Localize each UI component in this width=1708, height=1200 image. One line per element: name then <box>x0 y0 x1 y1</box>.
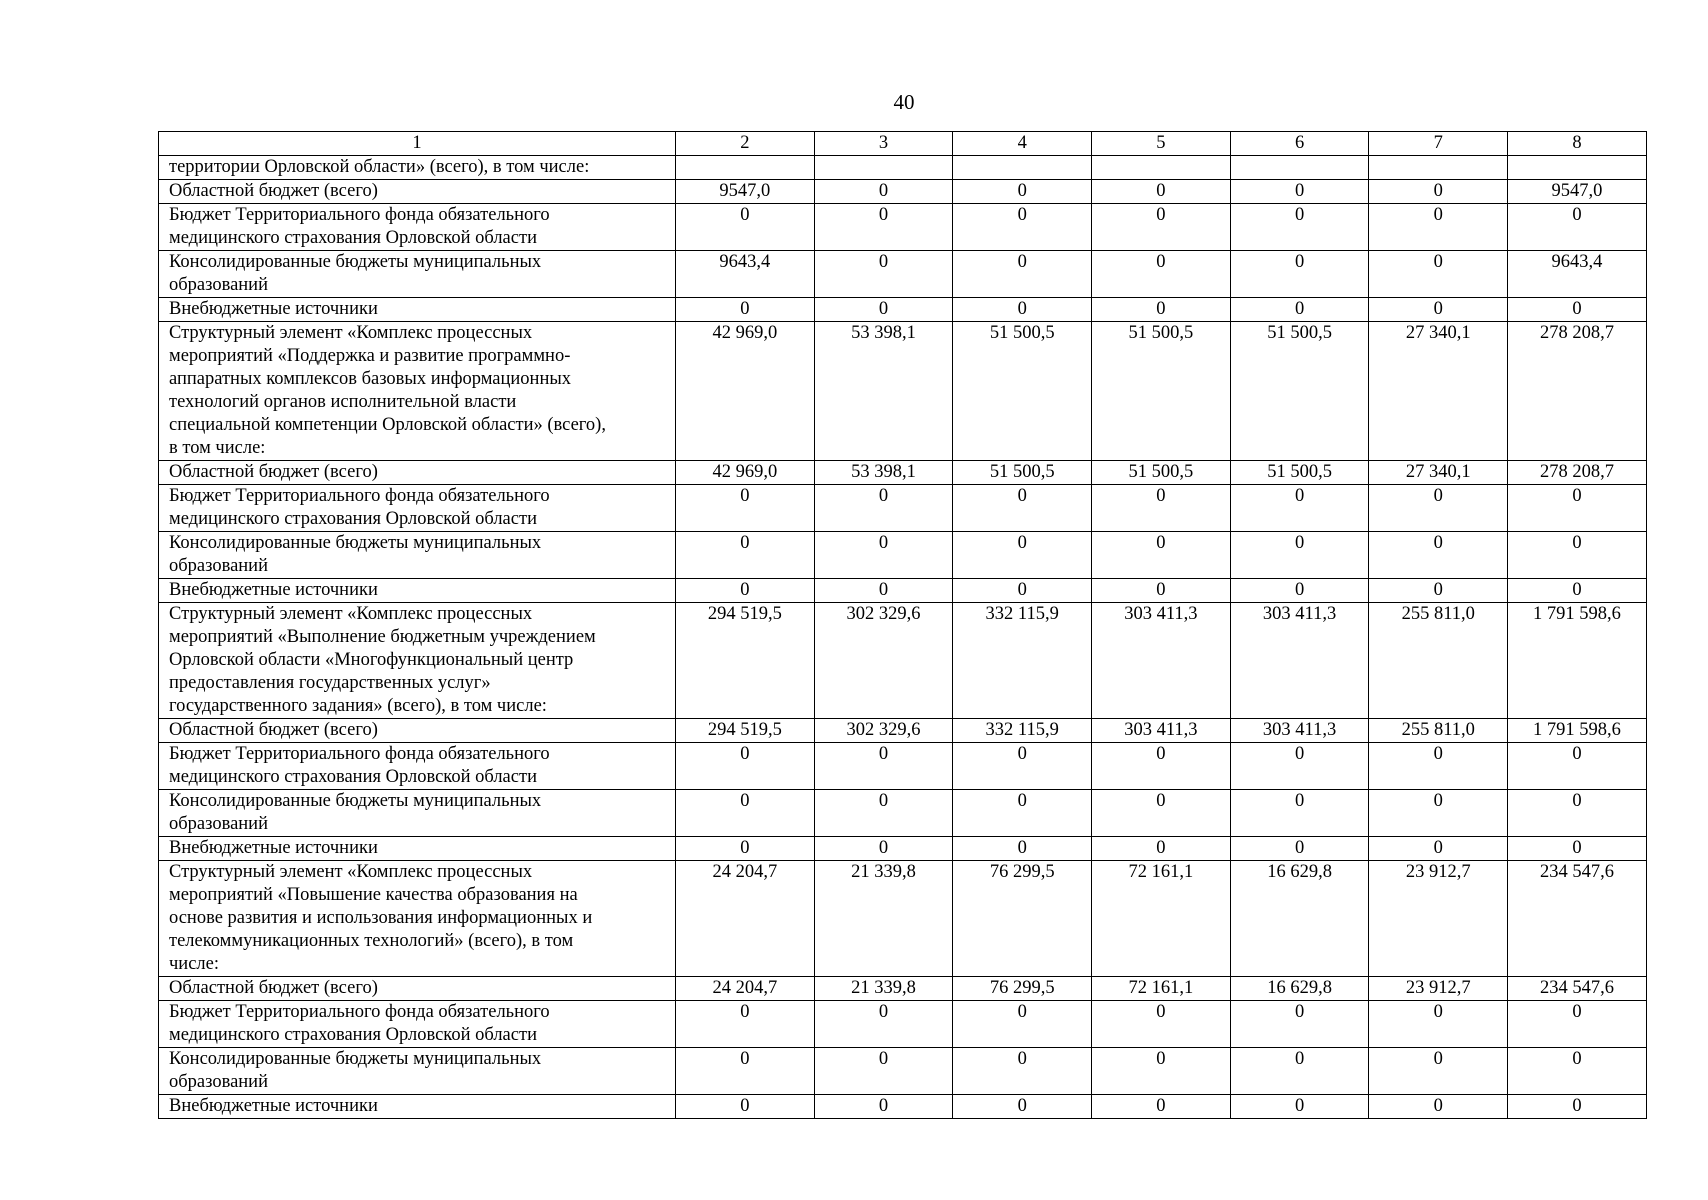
cell-value: 0 <box>1369 1095 1508 1119</box>
cell-value <box>1369 156 1508 180</box>
table-row <box>159 861 1647 977</box>
cell-value: 0 <box>1230 204 1369 251</box>
cell-value: 0 <box>676 1048 815 1095</box>
cell-value: 332 115,9 <box>953 719 1092 743</box>
cell-value: 0 <box>1092 204 1231 251</box>
table-row <box>159 298 1647 322</box>
row-label <box>159 1001 676 1048</box>
row-label-line: Бюджет Территориального фонда обязательного <box>169 1002 550 1022</box>
column-header: 3 <box>814 132 953 156</box>
cell-value: 0 <box>676 743 815 790</box>
cell-value: 0 <box>676 532 815 579</box>
table-row <box>159 790 1647 837</box>
cell-value: 0 <box>1230 180 1369 204</box>
cell-value: 0 <box>1230 790 1369 837</box>
cell-value <box>1092 156 1231 180</box>
cell-value: 21 339,8 <box>814 861 953 977</box>
cell-value: 0 <box>676 204 815 251</box>
cell-value: 0 <box>953 743 1092 790</box>
cell-value: 0 <box>1508 1095 1647 1119</box>
cell-value: 0 <box>1230 1095 1369 1119</box>
cell-value: 0 <box>953 579 1092 603</box>
cell-value: 0 <box>1508 743 1647 790</box>
cell-value: 51 500,5 <box>1092 461 1231 485</box>
column-header: 8 <box>1508 132 1647 156</box>
cell-value: 0 <box>1369 532 1508 579</box>
cell-value: 0 <box>953 837 1092 861</box>
cell-value: 0 <box>1508 485 1647 532</box>
row-label <box>159 156 676 180</box>
row-label-line: аппаратных комплексов базовых информационных <box>169 369 572 389</box>
cell-value: 16 629,8 <box>1230 977 1369 1001</box>
row-label-line: медицинского страхования Орловской области <box>169 767 537 787</box>
cell-value: 21 339,8 <box>814 977 953 1001</box>
row-label-line: образований <box>169 275 268 295</box>
cell-value: 0 <box>953 180 1092 204</box>
cell-value: 27 340,1 <box>1369 322 1508 461</box>
cell-value: 0 <box>1508 790 1647 837</box>
cell-value: 76 299,5 <box>953 861 1092 977</box>
cell-value: 0 <box>814 1001 953 1048</box>
cell-value <box>814 156 953 180</box>
cell-value: 0 <box>1092 1048 1231 1095</box>
cell-value: 51 500,5 <box>953 322 1092 461</box>
cell-value: 0 <box>1092 180 1231 204</box>
cell-value: 0 <box>1230 743 1369 790</box>
cell-value: 234 547,6 <box>1508 977 1647 1001</box>
row-label-line: числе: <box>169 954 219 974</box>
cell-value: 0 <box>814 204 953 251</box>
row-label-line: Орловской области «Многофункциональный центр <box>169 650 574 670</box>
row-label-line: медицинского страхования Орловской области <box>169 228 537 248</box>
cell-value: 255 811,0 <box>1369 719 1508 743</box>
table-row <box>159 204 1647 251</box>
cell-value: 0 <box>1369 251 1508 298</box>
cell-value: 0 <box>1230 1048 1369 1095</box>
row-label-line: Консолидированные бюджеты муниципальных <box>169 533 542 553</box>
row-label <box>159 861 676 977</box>
row-label-line: мероприятий «Выполнение бюджетным учреждением <box>169 627 596 647</box>
row-label-line: телекоммуникационных технологий» (всего), в том <box>169 931 574 951</box>
cell-value: 0 <box>953 790 1092 837</box>
row-label-line: Областной бюджет (всего) <box>169 978 378 998</box>
row-label-line: Консолидированные бюджеты муниципальных <box>169 791 542 811</box>
row-label-line: Консолидированные бюджеты муниципальных <box>169 1049 542 1069</box>
header-row <box>159 132 1647 156</box>
table-row <box>159 1001 1647 1048</box>
cell-value: 0 <box>953 298 1092 322</box>
cell-value: 0 <box>1508 298 1647 322</box>
cell-value: 0 <box>1508 1048 1647 1095</box>
cell-value: 0 <box>1369 298 1508 322</box>
row-label-line: Бюджет Территориального фонда обязательного <box>169 205 550 225</box>
cell-value: 0 <box>814 251 953 298</box>
cell-value: 0 <box>1230 532 1369 579</box>
cell-value: 0 <box>814 579 953 603</box>
cell-value: 0 <box>1369 204 1508 251</box>
cell-value: 24 204,7 <box>676 977 815 1001</box>
cell-value: 0 <box>953 1095 1092 1119</box>
table-row <box>159 322 1647 461</box>
row-label <box>159 1048 676 1095</box>
cell-value: 51 500,5 <box>953 461 1092 485</box>
column-header: 5 <box>1092 132 1231 156</box>
row-label <box>159 579 676 603</box>
cell-value: 0 <box>814 532 953 579</box>
row-label <box>159 1095 676 1119</box>
cell-value: 0 <box>1092 485 1231 532</box>
row-label <box>159 322 676 461</box>
cell-value: 0 <box>1369 743 1508 790</box>
row-label <box>159 204 676 251</box>
row-label-line: территории Орловской области» (всего), в том числе: <box>169 157 590 177</box>
table-row <box>159 579 1647 603</box>
cell-value: 303 411,3 <box>1230 603 1369 719</box>
cell-value: 0 <box>1092 298 1231 322</box>
cell-value: 16 629,8 <box>1230 861 1369 977</box>
cell-value: 72 161,1 <box>1092 977 1231 1001</box>
row-label-line: мероприятий «Повышение качества образования на <box>169 885 578 905</box>
cell-value: 0 <box>1092 251 1231 298</box>
cell-value: 0 <box>814 743 953 790</box>
cell-value: 0 <box>814 298 953 322</box>
cell-value: 0 <box>1230 251 1369 298</box>
row-label-line: предоставления государственных услуг» <box>169 673 491 693</box>
row-label-line: Бюджет Территориального фонда обязательного <box>169 486 550 506</box>
table-row <box>159 156 1647 180</box>
cell-value: 0 <box>1508 532 1647 579</box>
row-label <box>159 485 676 532</box>
cell-value: 0 <box>1092 1001 1231 1048</box>
cell-value: 303 411,3 <box>1092 719 1231 743</box>
cell-value: 0 <box>1508 1001 1647 1048</box>
row-label-line: Структурный элемент «Комплекс процессных <box>169 862 533 882</box>
cell-value: 1 791 598,6 <box>1508 603 1647 719</box>
cell-value: 0 <box>1369 790 1508 837</box>
cell-value: 42 969,0 <box>676 461 815 485</box>
cell-value <box>953 156 1092 180</box>
cell-value: 302 329,6 <box>814 719 953 743</box>
cell-value: 0 <box>1092 837 1231 861</box>
row-label-line: образований <box>169 556 268 576</box>
row-label-line: в том числе: <box>169 438 266 458</box>
row-label-line: мероприятий «Поддержка и развитие программно- <box>169 346 571 366</box>
row-label <box>159 298 676 322</box>
cell-value: 0 <box>953 1048 1092 1095</box>
cell-value: 303 411,3 <box>1230 719 1369 743</box>
cell-value: 0 <box>676 485 815 532</box>
row-label <box>159 790 676 837</box>
page-number: 40 <box>893 90 915 114</box>
cell-value: 302 329,6 <box>814 603 953 719</box>
cell-value: 0 <box>1230 1001 1369 1048</box>
cell-value: 0 <box>814 790 953 837</box>
table-row <box>159 603 1647 719</box>
cell-value: 51 500,5 <box>1230 461 1369 485</box>
table-row <box>159 719 1647 743</box>
cell-value: 53 398,1 <box>814 461 953 485</box>
cell-value: 0 <box>814 180 953 204</box>
row-label <box>159 837 676 861</box>
table-row <box>159 485 1647 532</box>
cell-value: 0 <box>814 1048 953 1095</box>
cell-value: 72 161,1 <box>1092 861 1231 977</box>
cell-value: 0 <box>1092 1095 1231 1119</box>
table-body <box>159 132 1647 1119</box>
row-label <box>159 180 676 204</box>
cell-value: 0 <box>814 485 953 532</box>
row-label-line: Консолидированные бюджеты муниципальных <box>169 252 542 272</box>
cell-value: 0 <box>1092 790 1231 837</box>
cell-value: 0 <box>1369 837 1508 861</box>
cell-value: 0 <box>814 837 953 861</box>
cell-value: 0 <box>1092 743 1231 790</box>
column-header: 6 <box>1230 132 1369 156</box>
table-row <box>159 180 1647 204</box>
table-row <box>159 1048 1647 1095</box>
row-label <box>159 977 676 1001</box>
cell-value: 0 <box>1369 1048 1508 1095</box>
cell-value: 0 <box>953 532 1092 579</box>
table-row <box>159 532 1647 579</box>
column-header: 2 <box>676 132 815 156</box>
row-label-line: государственного задания» (всего), в том числе: <box>169 696 547 716</box>
cell-value: 303 411,3 <box>1092 603 1231 719</box>
row-label-line: Структурный элемент «Комплекс процессных <box>169 323 533 343</box>
row-label <box>159 461 676 485</box>
row-label-line: Областной бюджет (всего) <box>169 462 378 482</box>
row-label-line: медицинского страхования Орловской области <box>169 509 537 529</box>
table-row <box>159 837 1647 861</box>
column-header: 1 <box>159 132 676 156</box>
cell-value: 27 340,1 <box>1369 461 1508 485</box>
cell-value: 0 <box>1230 579 1369 603</box>
cell-value: 23 912,7 <box>1369 861 1508 977</box>
table-row <box>159 1095 1647 1119</box>
cell-value: 0 <box>953 1001 1092 1048</box>
cell-value: 0 <box>1230 837 1369 861</box>
row-label-line: основе развития и использования информационных и <box>169 908 593 928</box>
row-label-line: медицинского страхования Орловской области <box>169 1025 537 1045</box>
cell-value: 53 398,1 <box>814 322 953 461</box>
cell-value: 0 <box>1508 204 1647 251</box>
cell-value: 294 519,5 <box>676 719 815 743</box>
cell-value: 0 <box>953 485 1092 532</box>
cell-value: 234 547,6 <box>1508 861 1647 977</box>
row-label <box>159 251 676 298</box>
cell-value: 0 <box>1230 298 1369 322</box>
row-label <box>159 719 676 743</box>
cell-value: 0 <box>1369 485 1508 532</box>
cell-value: 0 <box>814 1095 953 1119</box>
cell-value: 0 <box>676 790 815 837</box>
row-label-line: Структурный элемент «Комплекс процессных <box>169 604 533 624</box>
cell-value: 0 <box>1508 579 1647 603</box>
column-header: 4 <box>953 132 1092 156</box>
cell-value <box>1508 156 1647 180</box>
row-label-line: Внебюджетные источники <box>169 838 378 858</box>
row-label-line: образований <box>169 1072 268 1092</box>
cell-value: 42 969,0 <box>676 322 815 461</box>
cell-value: 0 <box>676 837 815 861</box>
column-header: 7 <box>1369 132 1508 156</box>
cell-value: 9643,4 <box>1508 251 1647 298</box>
row-label-line: образований <box>169 814 268 834</box>
cell-value: 0 <box>1230 485 1369 532</box>
cell-value: 51 500,5 <box>1230 322 1369 461</box>
row-label-line: специальной компетенции Орловской области» (всего), <box>169 415 606 435</box>
cell-value: 294 519,5 <box>676 603 815 719</box>
cell-value: 278 208,7 <box>1508 461 1647 485</box>
cell-value: 0 <box>1369 180 1508 204</box>
row-label-line: Внебюджетные источники <box>169 580 378 600</box>
cell-value: 0 <box>1369 579 1508 603</box>
cell-value: 23 912,7 <box>1369 977 1508 1001</box>
cell-value: 24 204,7 <box>676 861 815 977</box>
table-row <box>159 743 1647 790</box>
cell-value: 0 <box>953 251 1092 298</box>
cell-value: 0 <box>1092 579 1231 603</box>
cell-value <box>676 156 815 180</box>
cell-value: 1 791 598,6 <box>1508 719 1647 743</box>
cell-value: 0 <box>676 579 815 603</box>
table-row <box>159 977 1647 1001</box>
cell-value: 9547,0 <box>676 180 815 204</box>
cell-value <box>1230 156 1369 180</box>
table-row <box>159 251 1647 298</box>
row-label <box>159 743 676 790</box>
row-label-line: Внебюджетные источники <box>169 1096 378 1116</box>
cell-value: 255 811,0 <box>1369 603 1508 719</box>
cell-value: 0 <box>676 1095 815 1119</box>
cell-value: 0 <box>1092 532 1231 579</box>
table-row <box>159 461 1647 485</box>
row-label-line: Областной бюджет (всего) <box>169 181 378 201</box>
cell-value: 0 <box>676 1001 815 1048</box>
cell-value: 332 115,9 <box>953 603 1092 719</box>
cell-value: 51 500,5 <box>1092 322 1231 461</box>
cell-value: 0 <box>1369 1001 1508 1048</box>
cell-value: 76 299,5 <box>953 977 1092 1001</box>
cell-value: 0 <box>953 204 1092 251</box>
cell-value: 9643,4 <box>676 251 815 298</box>
cell-value: 0 <box>676 298 815 322</box>
row-label <box>159 532 676 579</box>
cell-value: 278 208,7 <box>1508 322 1647 461</box>
row-label-line: технологий органов исполнительной власти <box>169 392 517 412</box>
row-label-line: Областной бюджет (всего) <box>169 720 378 740</box>
cell-value: 9547,0 <box>1508 180 1647 204</box>
cell-value: 0 <box>1508 837 1647 861</box>
row-label-line: Бюджет Территориального фонда обязательного <box>169 744 550 764</box>
row-label <box>159 603 676 719</box>
row-label-line: Внебюджетные источники <box>169 299 378 319</box>
budget-table <box>158 131 1647 1119</box>
